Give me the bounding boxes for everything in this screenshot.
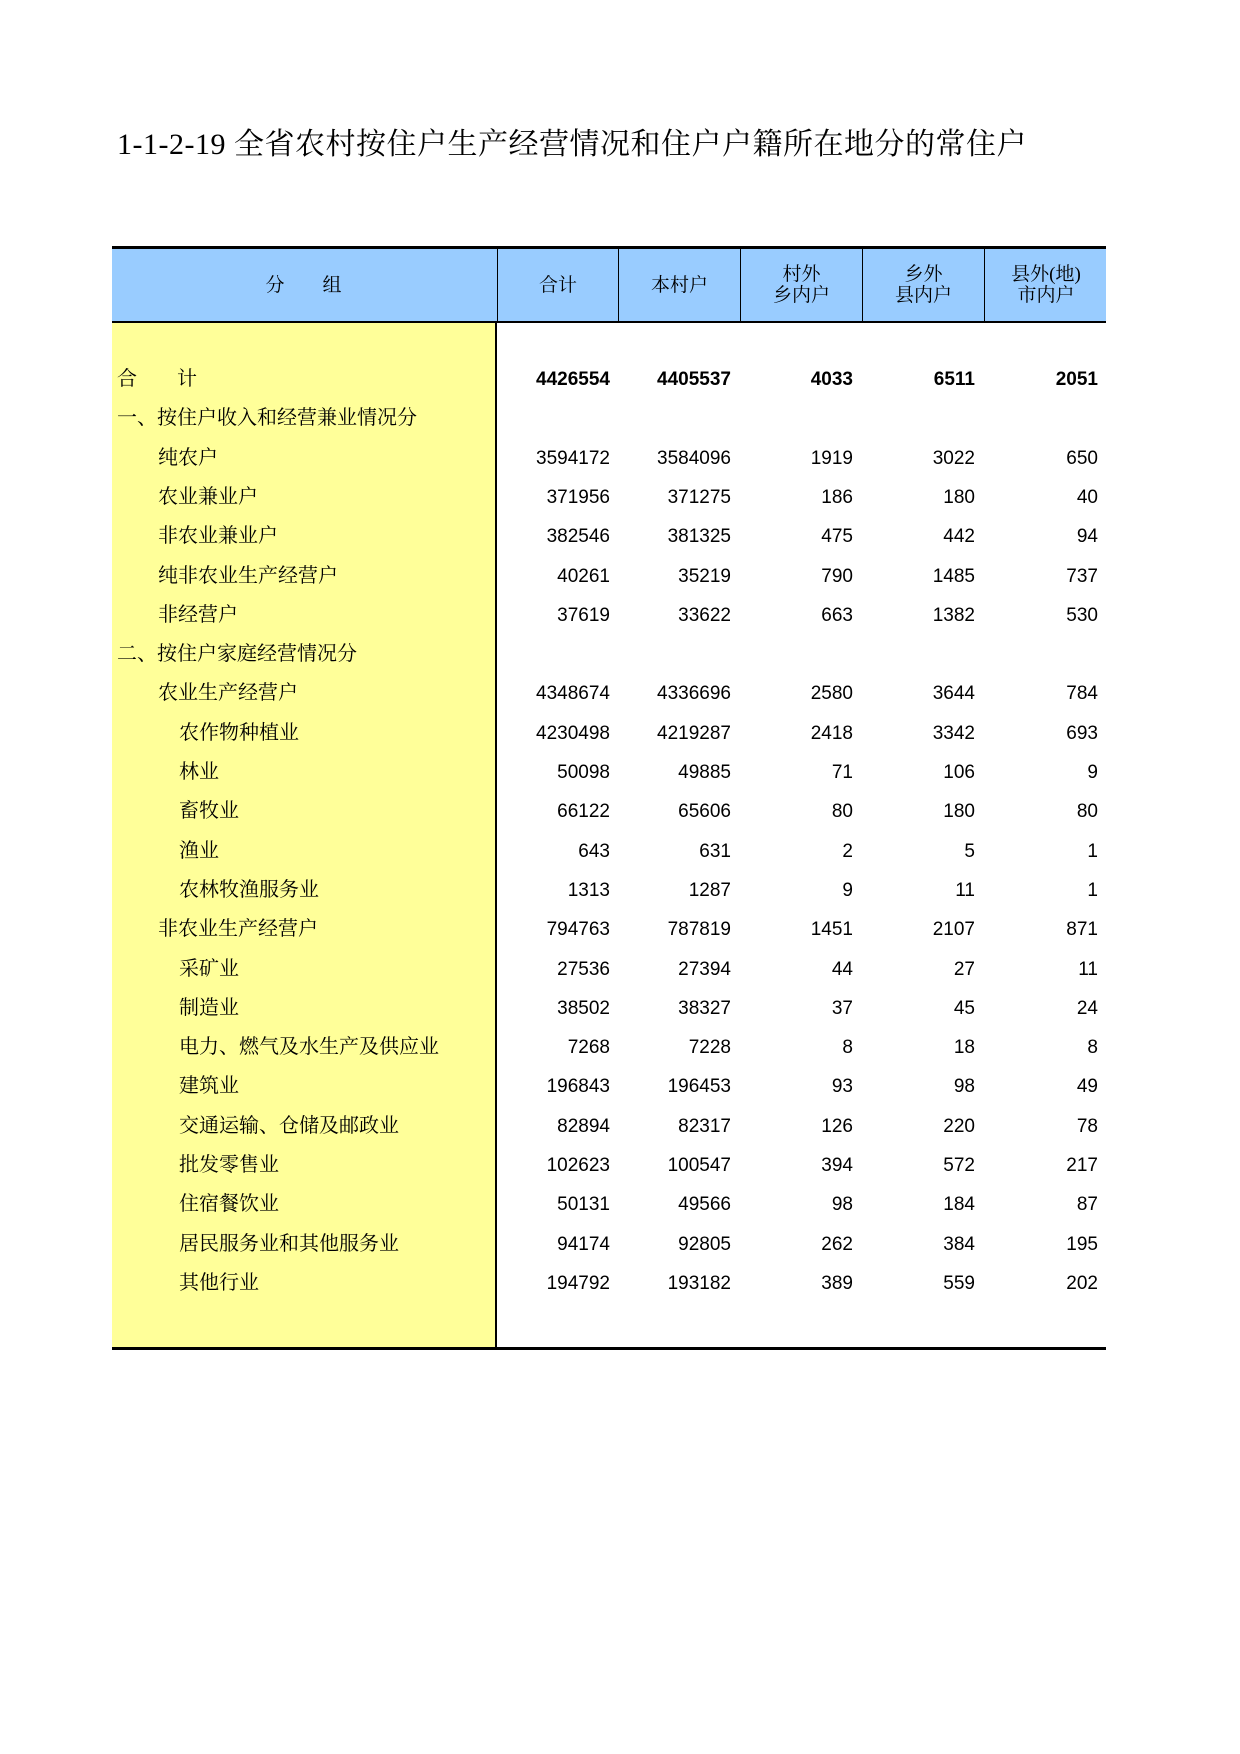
table-row <box>112 674 1106 713</box>
row-label: 林业 <box>179 761 219 783</box>
row-value: 92805 <box>678 1233 731 1255</box>
row-value: 1 <box>1087 840 1098 862</box>
row-value: 787819 <box>667 919 731 941</box>
row-value: 35219 <box>678 565 731 587</box>
row-value: 371275 <box>667 486 731 508</box>
table-bottom-rule <box>112 1347 1106 1350</box>
row-value: 693 <box>1066 722 1098 744</box>
row-value: 66122 <box>557 801 610 823</box>
row-value: 80 <box>1076 801 1098 823</box>
row-value: 394 <box>821 1155 853 1176</box>
row-value: 4230498 <box>536 722 610 744</box>
row-value: 4405537 <box>657 369 731 390</box>
row-value: 2107 <box>932 919 975 941</box>
row-value: 9 <box>842 879 853 901</box>
table-row <box>112 1225 1106 1264</box>
row-value: 65606 <box>678 801 731 823</box>
row-value: 530 <box>1066 604 1098 626</box>
row-value <box>621 399 731 438</box>
row-label: 纯农户 <box>158 446 218 469</box>
row-value: 45 <box>953 997 975 1019</box>
row-value: 7228 <box>688 1037 731 1059</box>
header-outside-county-label: 县外(地) 市内户 <box>1011 264 1081 306</box>
table-row <box>112 478 1106 517</box>
table-row <box>112 1185 1106 1224</box>
row-value: 40 <box>1076 486 1098 508</box>
row-value: 572 <box>943 1155 975 1176</box>
row-value: 790 <box>821 565 853 587</box>
row-value: 82317 <box>678 1115 731 1137</box>
row-value: 33622 <box>678 604 731 626</box>
row-value: 8 <box>842 1037 853 1059</box>
row-value <box>500 635 610 674</box>
row-value <box>865 399 975 438</box>
row-value: 98 <box>953 1076 975 1098</box>
row-label: 制造业 <box>179 996 239 1019</box>
header-outside-village-label: 村外 乡内户 <box>772 264 830 306</box>
row-value: 193182 <box>667 1272 731 1294</box>
page-title: 1-1-2-19 全省农村按住户生产经营情况和住户户籍所在地分的常住户 <box>117 128 1027 161</box>
row-value: 381325 <box>667 526 731 548</box>
row-value: 80 <box>831 801 853 823</box>
row-value: 102623 <box>546 1155 610 1176</box>
table-row <box>112 989 1106 1028</box>
row-value: 126 <box>821 1115 853 1137</box>
row-value <box>743 399 853 438</box>
row-value: 3584096 <box>657 447 731 469</box>
row-value: 871 <box>1066 919 1098 941</box>
row-label: 非经营户 <box>158 603 238 626</box>
row-value: 49885 <box>678 762 731 783</box>
table-row <box>112 439 1106 478</box>
table-row <box>112 1146 1106 1185</box>
table-row <box>112 635 1106 674</box>
row-label: 非农业生产经营户 <box>158 918 318 941</box>
row-value: 27 <box>953 958 975 980</box>
row-value <box>988 635 1098 674</box>
row-label: 二、按住户家庭经营情况分 <box>117 643 357 666</box>
row-value: 38502 <box>557 997 610 1019</box>
row-value: 7268 <box>567 1037 610 1059</box>
row-value: 50098 <box>557 762 610 783</box>
row-value: 4336696 <box>657 683 731 705</box>
row-label: 电力、燃气及水生产及供应业 <box>179 1036 439 1059</box>
row-value <box>621 635 731 674</box>
row-value: 4033 <box>810 369 853 390</box>
table-row <box>112 753 1106 792</box>
row-value: 37619 <box>557 604 610 626</box>
row-label: 建筑业 <box>179 1075 239 1098</box>
row-value: 442 <box>943 526 975 548</box>
table-row <box>112 792 1106 831</box>
row-value: 1451 <box>810 919 853 941</box>
row-label: 批发零售业 <box>179 1154 279 1176</box>
row-value: 643 <box>578 840 610 862</box>
row-value: 3342 <box>932 722 975 744</box>
row-value: 11 <box>955 879 975 901</box>
header-outside-township-label: 乡外 县内户 <box>894 264 952 306</box>
row-value: 180 <box>943 486 975 508</box>
row-value: 784 <box>1066 683 1098 705</box>
row-label: 交通运输、仓储及邮政业 <box>179 1114 399 1137</box>
row-value: 3022 <box>932 447 975 469</box>
table-top-rule <box>112 246 1106 249</box>
row-value: 195 <box>1066 1233 1098 1255</box>
row-value: 794763 <box>546 919 610 941</box>
table-row <box>112 1107 1106 1146</box>
row-value: 262 <box>821 1233 853 1255</box>
table-row <box>112 596 1106 635</box>
row-value: 1485 <box>932 565 975 587</box>
row-value: 71 <box>831 762 853 783</box>
row-value: 180 <box>943 801 975 823</box>
row-value: 382546 <box>546 526 610 548</box>
row-value: 27394 <box>678 958 731 980</box>
row-value: 106 <box>943 762 975 783</box>
row-value: 87 <box>1076 1194 1098 1216</box>
row-value: 9 <box>1087 762 1098 783</box>
table-row <box>112 910 1106 949</box>
header-group-label: 分 组 <box>265 274 342 296</box>
row-value: 384 <box>943 1233 975 1255</box>
row-value: 40261 <box>557 565 610 587</box>
row-value: 11 <box>1078 958 1098 980</box>
header-total-label: 合计 <box>538 274 577 296</box>
row-label: 住宿餐饮业 <box>179 1193 279 1216</box>
row-value: 49566 <box>678 1194 731 1216</box>
row-label: 渔业 <box>179 839 219 862</box>
row-value: 371956 <box>546 486 610 508</box>
row-label: 合 计 <box>117 368 197 390</box>
row-value: 4348674 <box>536 683 610 705</box>
row-value: 98 <box>831 1194 853 1216</box>
table-row <box>112 557 1106 596</box>
row-value: 100547 <box>667 1155 731 1176</box>
row-value: 737 <box>1066 565 1098 587</box>
row-value: 1 <box>1087 879 1098 901</box>
row-value: 27536 <box>557 958 610 980</box>
row-value: 6511 <box>933 369 975 390</box>
row-label: 农林牧渔服务业 <box>179 878 319 901</box>
row-label: 农业生产经营户 <box>158 682 298 705</box>
row-value: 650 <box>1066 447 1098 469</box>
table-row <box>112 950 1106 989</box>
table-row <box>112 714 1106 753</box>
row-value: 24 <box>1076 997 1098 1019</box>
table-row <box>112 360 1106 399</box>
row-value: 2418 <box>810 722 853 744</box>
row-value <box>500 399 610 438</box>
table-row <box>112 517 1106 556</box>
table-row <box>112 1028 1106 1067</box>
table-row <box>112 832 1106 871</box>
row-value: 50131 <box>557 1194 610 1216</box>
row-value: 49 <box>1076 1076 1098 1098</box>
row-value: 3644 <box>932 683 975 705</box>
table-header <box>112 249 1106 323</box>
row-value: 94174 <box>557 1233 610 1255</box>
row-value: 194792 <box>546 1272 610 1294</box>
header-outside-village <box>740 249 862 321</box>
row-value: 2051 <box>1055 369 1098 390</box>
row-value: 186 <box>821 486 853 508</box>
header-local-village-label: 本村户 <box>650 274 708 296</box>
row-value: 1919 <box>810 447 853 469</box>
row-value: 37 <box>831 997 853 1019</box>
header-outside-township <box>862 249 984 321</box>
header-outside-county <box>984 249 1107 321</box>
row-value <box>743 635 853 674</box>
row-value: 44 <box>831 958 853 980</box>
row-value: 663 <box>821 604 853 626</box>
row-label: 农业兼业户 <box>158 485 258 508</box>
row-value: 93 <box>831 1076 853 1098</box>
table-row <box>112 1264 1106 1303</box>
row-value: 631 <box>699 840 731 862</box>
row-value: 4426554 <box>536 369 610 390</box>
row-value: 202 <box>1066 1272 1098 1294</box>
table-row <box>112 1067 1106 1106</box>
table-row <box>112 871 1106 910</box>
row-value: 4219287 <box>657 722 731 744</box>
row-label: 居民服务业和其他服务业 <box>179 1232 399 1255</box>
row-value: 559 <box>943 1272 975 1294</box>
row-label: 采矿业 <box>179 957 239 980</box>
row-value: 184 <box>943 1194 975 1216</box>
row-value: 220 <box>943 1115 975 1137</box>
row-value: 2 <box>842 840 853 862</box>
row-label: 其他行业 <box>179 1271 259 1294</box>
row-value: 8 <box>1087 1037 1098 1059</box>
row-label: 农作物种植业 <box>179 721 299 744</box>
row-value: 3594172 <box>536 447 610 469</box>
row-label: 纯非农业生产经营户 <box>158 564 338 587</box>
table-row <box>112 399 1106 438</box>
row-value <box>988 399 1098 438</box>
row-value <box>865 635 975 674</box>
row-value: 217 <box>1066 1155 1098 1176</box>
row-value: 196453 <box>667 1076 731 1098</box>
row-value: 475 <box>821 526 853 548</box>
row-value: 1313 <box>567 879 610 901</box>
row-value: 2580 <box>810 683 853 705</box>
row-value: 38327 <box>678 997 731 1019</box>
row-value: 18 <box>953 1037 975 1059</box>
row-value: 1382 <box>932 604 975 626</box>
row-value: 94 <box>1076 526 1098 548</box>
header-total <box>497 249 618 321</box>
row-value: 389 <box>821 1272 853 1294</box>
row-value: 1287 <box>688 879 731 901</box>
row-label: 畜牧业 <box>179 800 239 823</box>
row-value: 196843 <box>546 1076 610 1098</box>
header-local-village <box>618 249 740 321</box>
row-label: 一、按住户收入和经营兼业情况分 <box>117 407 417 430</box>
row-value: 78 <box>1076 1115 1098 1137</box>
row-value: 82894 <box>557 1115 610 1137</box>
row-label: 非农业兼业户 <box>158 525 278 548</box>
row-value: 5 <box>964 840 975 862</box>
header-group <box>112 249 495 321</box>
